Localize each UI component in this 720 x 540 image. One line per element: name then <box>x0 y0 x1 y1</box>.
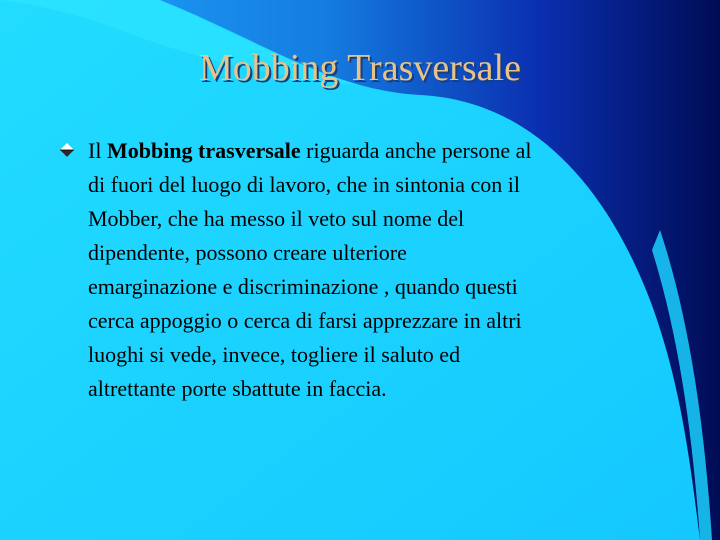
bullet-line-5: emarginazione e discriminazione , quando questi <box>88 274 518 299</box>
bullet-line-6: cerca appoggio o cerca di farsi apprezzare in altri <box>88 308 522 333</box>
bullet-text <box>88 134 678 406</box>
bullet-prefix: Il <box>88 138 107 163</box>
bullet-emphasis: Mobbing trasversale <box>106 138 301 163</box>
diamond-bullet-icon <box>60 143 74 157</box>
bullet-line-8: altrettante porte sbattute in faccia. <box>88 376 387 401</box>
bullet-line-2: di fuori del luogo di lavoro, che in sintonia con il <box>88 172 520 197</box>
bullet-line-7: luoghi si vede, invece, togliere il saluto ed <box>88 342 461 367</box>
bullet-line-3: Mobber, che ha messo il veto sul nome del <box>88 206 465 231</box>
bullet-line-1 <box>88 134 678 168</box>
bullet-line-text: riguarda anche persone al <box>300 138 532 163</box>
slide-title: Mobbing Trasversale <box>199 47 521 89</box>
bullet-line-4: dipendente, possono creare ulteriore <box>88 240 407 265</box>
